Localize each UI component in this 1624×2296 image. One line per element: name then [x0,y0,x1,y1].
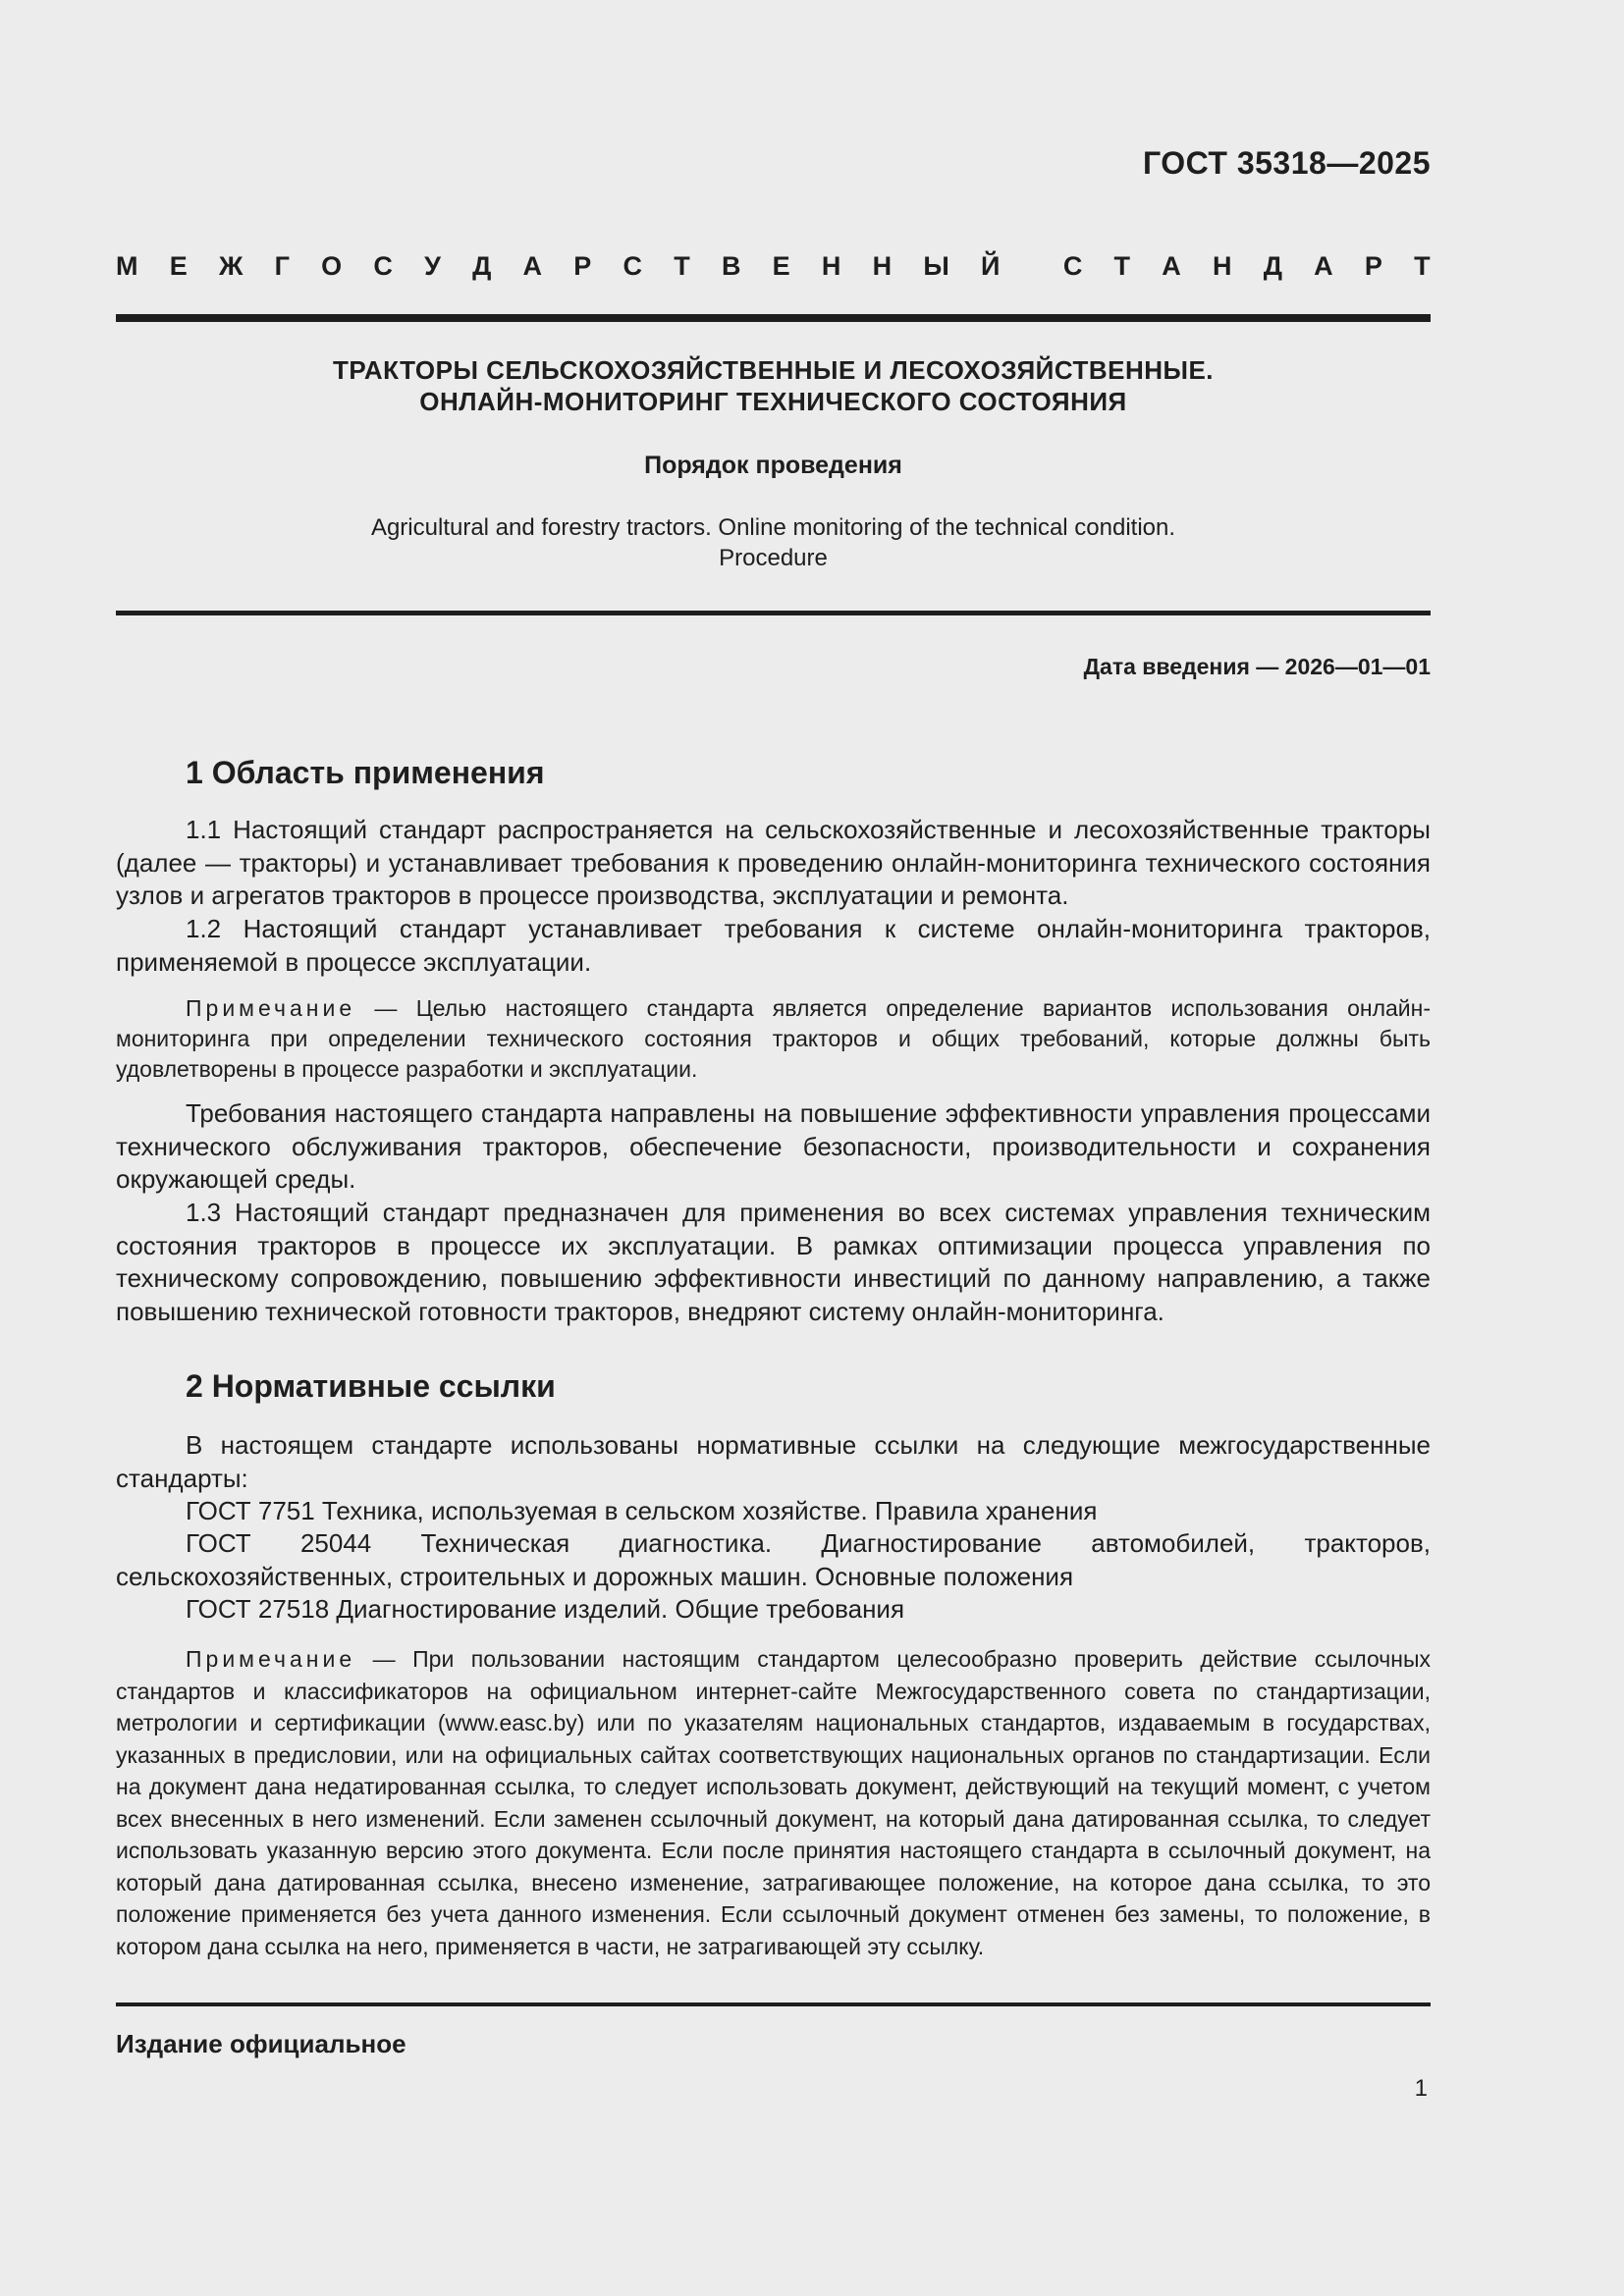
english-title-line-2: Procedure [719,545,828,571]
heading-letter: А [1162,251,1181,281]
heading-letter: Д [1263,251,1282,281]
heading-letter: Ы [923,251,949,281]
clause-1-requirements: Требования настоящего стандарта направлены на повышение эффективности управления процессами технического обслуживания тракторов, обеспечение безопасности, производительности и сохранения окружающей среды. [116,1098,1431,1194]
title-line-1: ТРАКТОРЫ СЕЛЬСКОХОЗЯЙСТВЕННЫЕ И ЛЕСОХОЗЯЙСТВЕННЫЕ. [332,355,1215,385]
heading-letter: Н [1212,251,1232,281]
clause-1-3: 1.3 Настоящий стандарт предназначен для применения во всех системах управления техническим состояния тракторов в процессе их эксплуатации. В рамках оптимизации процесса управления по техническому сопровождению, повышению эффективности инвестиций по данному направлению, а также повышению технической готовности тракторов, внедряют систему онлайн-мониторинга. [116,1198,1431,1326]
heading-letter: Н [872,251,893,281]
heading-letter: М [116,251,138,281]
standard-code: ГОСТ 35318—2025 [1142,145,1431,181]
note-label: Примечание [186,1646,356,1672]
heading-letter: Н [821,251,841,281]
reference-gost-27518: ГОСТ 27518 Диагностирование изделий. Общие требования [186,1594,905,1624]
heading-letter: Т [1113,251,1131,281]
heading-letter: С [373,251,393,281]
heading-letter: О [321,251,343,281]
english-title [116,512,1431,573]
heading-letter: А [522,251,543,281]
heading-letter: Р [1364,251,1382,281]
note-text: — Целью настоящего стандарта является определение вариантов использования онлайн-мониторинга при определении технического состояния тракторов и общих требований, которые должны быть удовлетворены в процессе разработки и эксплуатации. [116,995,1431,1082]
english-title-line-1: Agricultural and forestry tractors. Online monitoring of the technical condition. [370,514,1176,541]
reference-gost-7751: ГОСТ 7751 Техника, используемая в сельском хозяйстве. Правила хранения [186,1496,1098,1525]
clause-1-1: 1.1 Настоящий стандарт распространяется на сельскохозяйственные и лесохозяйственные тракторы (далее — тракторы) и устанавливает требования к проведению онлайн-мониторинга технического состояния узлов и агрегатов тракторов в процессе производства, эксплуатации и ремонта. [116,815,1431,910]
heading-letter: Й [980,251,1001,281]
official-edition-label: Издание официальное [116,2029,406,2058]
document-subtitle: Порядок проведения [644,452,902,479]
section-2-heading: 2 Нормативные ссылки [186,1368,556,1404]
section-2-intro: В настоящем стандарте использованы нормативные ссылки на следующие межгосударственные стандарты: [116,1430,1431,1493]
heading-letter: Е [169,251,188,281]
introduction-date: Дата введения — 2026—01—01 [1083,654,1431,679]
note-label: Примечание [186,995,356,1021]
heading-letter: А [1314,251,1333,281]
section-1-note [116,993,1431,1085]
heading-letter: Т [1414,251,1431,281]
section-2-note [116,1643,1431,1962]
title-line-2: ОНЛАЙН-МОНИТОРИНГ ТЕХНИЧЕСКОГО СОСТОЯНИЯ [419,387,1127,416]
note-text: — При пользовании настоящим стандартом целесообразно проверить действие ссылочных стандартов и классификаторов на официальном интернет-сайте Межгосударственного совета по стандартизации, метрологии и сертификации (www.easc.by) или по указателям национальных стандартов, издаваемым в государствах, указанных в предисловии, или на официальных сайтах соответствующих национальных органов по стандартизации. Если на документ дана недатированная ссылка, то следует использовать документ, действующий на текущий момент, с учетом всех внесенных в него изменений. Если заменен ссылочный документ, на который дана датированная ссылка, то следует использовать указанную версию этого документа. Если после принятия настоящего стандарта в ссылочный документ, на который дана датированная ссылка, внесено изменение, затрагивающее положение, на которое дана ссылка, то это положение применяется без учета данного изменения. Если ссылочный документ отменен без замены, то положение, в котором дана ссылка на него, применяется в части, не затрагивающей эту ссылку. [116,1646,1431,1959]
clause-1-2: 1.2 Настоящий стандарт устанавливает требования к системе онлайн-мониторинга тракторов, применяемой в процессе эксплуатации. [116,914,1431,977]
heading-letter: Р [573,251,592,281]
heading-letter: Г [274,251,290,281]
heading-letter: Е [772,251,790,281]
heading-letter: Т [674,251,690,281]
document-title [116,354,1431,417]
heading-letter: В [721,251,741,281]
title-rule [116,611,1431,615]
header-rule [116,314,1431,322]
heading-letter: Д [472,251,492,281]
heading-letter: С [1062,251,1083,281]
footer-rule [116,2002,1431,2006]
interstate-standard-heading [116,251,1431,282]
reference-gost-25044: ГОСТ 25044 Техническая диагностика. Диагностирование автомобилей, тракторов, сельскохозяйственных, строительных и дорожных машин. Основные положения [116,1528,1431,1591]
page-number: 1 [1414,2075,1428,2102]
heading-letter: У [424,251,441,281]
section-1-heading: 1 Область применения [186,755,545,790]
heading-letter: С [623,251,642,281]
heading-letter: Ж [218,251,244,281]
